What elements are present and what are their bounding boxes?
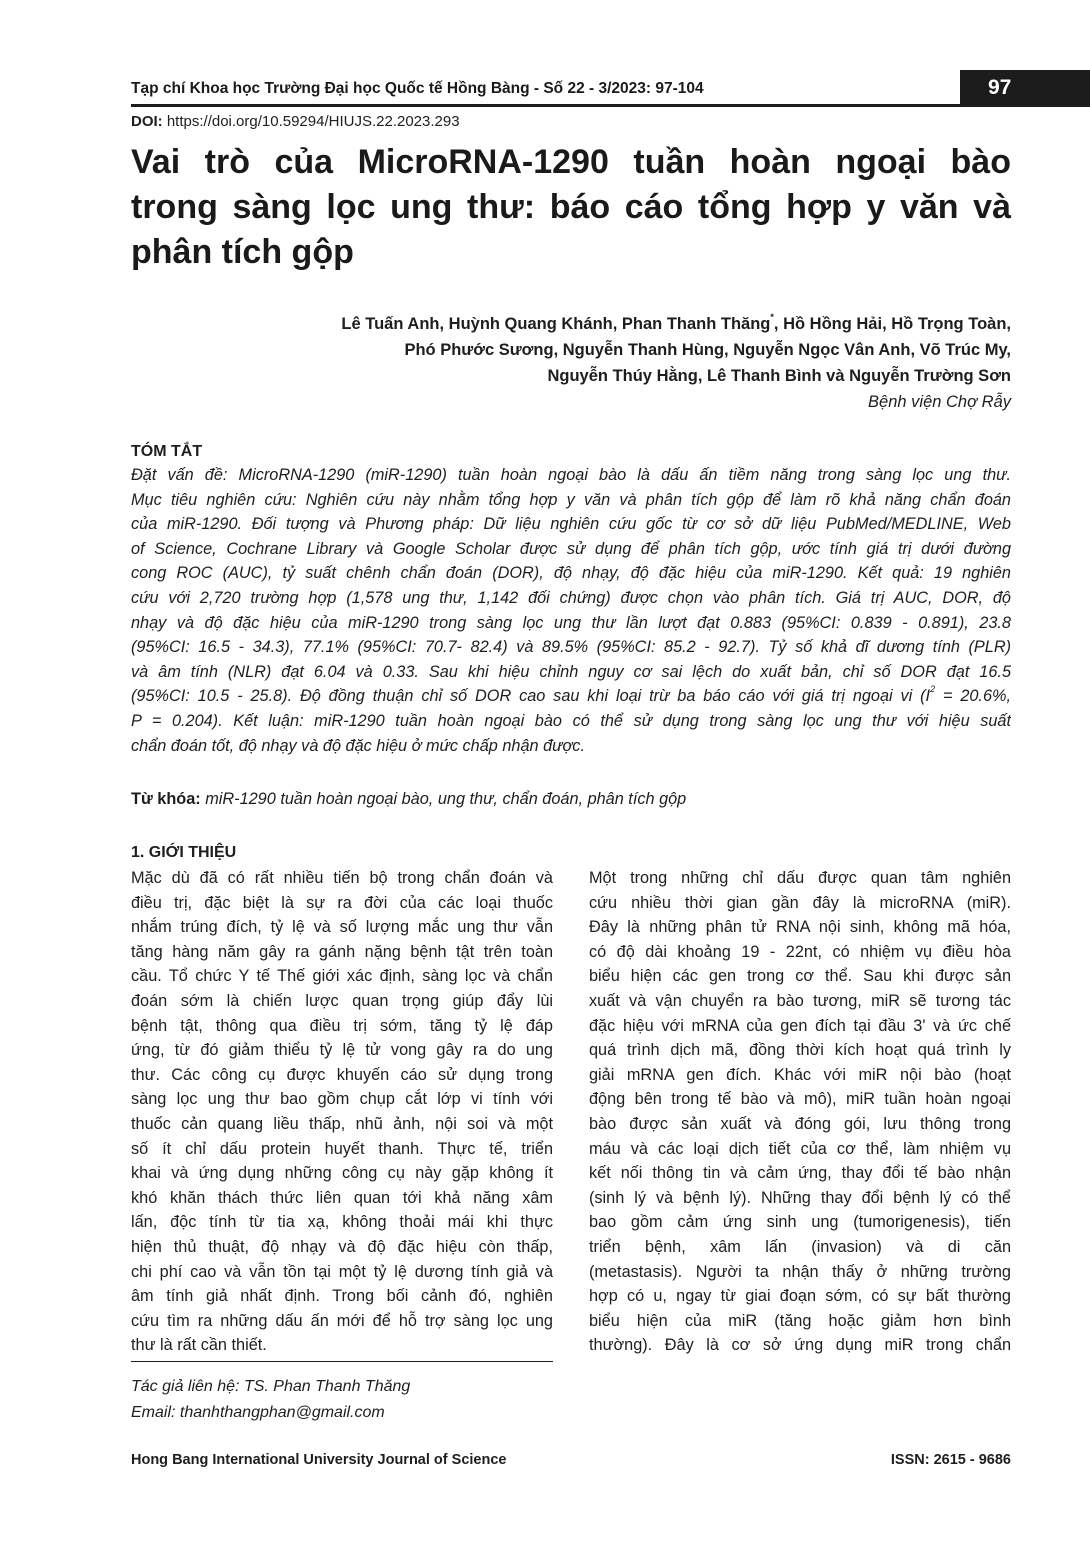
body-line: lấn, độc tính từ tia xạ, không thoải mái khi thực (131, 1213, 553, 1232)
author-line (131, 311, 1011, 337)
author-line: Nguyễn Thúy Hằng, Lê Thanh Bình và Nguyễn Trường Sơn (547, 367, 1011, 385)
body-line: kết nối thông tin và cảm ứng, thay đổi tế bào nhận (589, 1164, 1011, 1183)
abstract-line: chẩn đoán tốt, độ nhạy và độ đặc hiệu ở mức chấp nhận được. (131, 736, 585, 755)
body-line: xuất và vận chuyển ra bào tương, miR sẽ tương tác (589, 991, 1011, 1010)
section-heading: 1. GIỚI THIỆU (131, 844, 237, 861)
abstract-line: nhạy và độ đặc hiệu của miR-1290 trong sàng lọc ung thư lần lượt đạt 0.883 (95%CI: 0.839 - 0.891), 23.8 (131, 613, 1011, 632)
abstract-line (131, 684, 1011, 709)
title-line: trong sàng lọc ung thư: báo cáo tổng hợp y văn và (131, 188, 1011, 226)
abstract-line: (95%CI: 16.5 - 34.3), 77.1% (95%CI: 70.7- 82.4) và 89.5% (95%CI: 85.2 - 92.7). Tỷ số khả dĩ dương tính (PLR) (131, 638, 1011, 657)
corresponding-mark: * (770, 312, 774, 322)
title-line: Vai trò của MicroRNA-1290 tuần hoàn ngoại bào (131, 143, 1011, 181)
body-line: giải mRNA gen đích. Khác với miR nội bào (hoạt (589, 1065, 1011, 1084)
body-line: hợp có u, ngay từ giai đoạn sớm, có sự bất thường (589, 1287, 1011, 1306)
body-line: đoán sớm là chiến lược quan trọng giúp đẩy lùi (131, 991, 553, 1010)
journal-citation: Tạp chí Khoa học Trường Đại học Quốc tế Hồng Bàng - Số 22 - 3/2023: 97-104 (131, 80, 704, 97)
affiliation: Bệnh viện Chợ Rẫy (868, 393, 1011, 411)
article-title (131, 140, 1011, 275)
abstract-line: of Science, Cochrane Library và Google Scholar được sử dụng để phân tích gộp, ước tính giá trị dưới đường (131, 539, 1011, 558)
body-line: cứu nhiều thời gian gần đây là microRNA (miR). (589, 893, 1011, 912)
page-number: 97 (960, 70, 1090, 106)
body-line: biểu hiện các gen trong cơ thể. Sau khi được sản (589, 967, 1011, 986)
body-line: bệnh tật, thông qua điều trị sớm, tăng tỷ lệ đáp (131, 1016, 553, 1035)
abstract-line: Mục tiêu nghiên cứu: Nghiên cứu này nhằm tổng hợp y văn và phân tích gộp để làm rõ khả năng chẩn đoán (131, 490, 1011, 509)
body-line: cứu tìm ra những dấu ấn mới để hỗ trợ sàng lọc ung (131, 1311, 553, 1330)
body-line: thuốc cản quang liều thấp, nhũ ảnh, nội soi và một (131, 1114, 553, 1133)
body-line: cầu. Tổ chức Y tế Thế giới xác định, sàng lọc và chẩn (131, 967, 553, 986)
abstract-line: P = 0.204). Kết luận: miR-1290 tuần hoàn ngoại bào có thể sử dụng trong sàng lọc ung thư với hiệu suất (131, 711, 1011, 730)
body-line: tăng hàng năm gây ra gánh nặng bệnh tật trên toàn (131, 942, 553, 961)
author-names: , Hồ Hồng Hải, Hồ Trọng Toàn, (773, 315, 1011, 333)
body-line: số ít chỉ dấu protein huyết thanh. Thực tế, triển (131, 1139, 553, 1158)
body-line: máu và các loại dịch tiết của cơ thể, làm nhiệm vụ (589, 1139, 1011, 1158)
body-line: (metastasis). Người ta nhận thấy ở những trường (589, 1262, 1011, 1281)
body-line: quá trình dịch mã, đồng thời kích hoạt quá trình ly (589, 1041, 1011, 1060)
keywords-label: Từ khóa: (131, 790, 201, 808)
body-line: động bên trong tế bào và mô), miR tuần hoàn ngoại (589, 1090, 1011, 1109)
body-line: chi phí cao và vẫn tồn tại một tỷ lệ dương tính giả và (131, 1262, 553, 1281)
abstract-line: cong ROC (AUC), tỷ suất chênh chẩn đoán (DOR), độ nhạy, độ đặc hiệu của miR-1290. Kết quả: 19 nghiên (131, 564, 1011, 583)
body-line: đặc hiệu với mRNA của gen đích tại đầu 3' và ức chế (589, 1016, 1011, 1035)
body-line: (sinh lý và bệnh lý). Những thay đổi bệnh lý có thể (589, 1188, 1011, 1207)
body-line: ứng, từ đó giảm thiểu tỷ lệ tử vong gây ra do ung (131, 1041, 553, 1060)
corresponding-email: Email: thanhthangphan@gmail.com (131, 1404, 385, 1421)
abstract-text: (95%CI: 10.5 - 25.8). Độ đồng thuận chỉ số DOR cao sau khi loại trừ ba báo cáo với giá trị ngoại vi (I (131, 687, 931, 706)
footer-issn: ISSN: 2615 - 9686 (890, 1452, 1011, 1468)
body-line: điều trị, đặc biệt là sự ra đời của các loại thuốc (131, 893, 553, 912)
header-rule (131, 104, 1090, 107)
title-line: phân tích gộp (131, 233, 354, 271)
abstract-heading: TÓM TẮT (131, 443, 203, 460)
footer-journal-name: Hong Bang International University Journal of Science (131, 1452, 507, 1468)
body-line: triển bệnh, xâm lấn (invasion) và di căn (589, 1237, 1011, 1256)
right-column (589, 866, 1011, 1358)
doi-label: DOI: (131, 113, 163, 130)
footnote-rule (131, 1361, 553, 1362)
body-line: thường). Đây là cơ sở ứng dụng miR trong chẩn (589, 1336, 1011, 1355)
body-line: bào được sản xuất và đóng gói, lưu thông trong (589, 1114, 1011, 1133)
author-line: Phó Phước Sương, Nguyễn Thanh Hùng, Nguyễn Ngọc Vân Anh, Võ Trúc My, (404, 341, 1011, 359)
keywords-value: miR-1290 tuần hoàn ngoại bào, ung thư, chẩn đoán, phân tích gộp (200, 790, 687, 808)
corresponding-author-note (131, 1374, 631, 1426)
abstract-line: của miR-1290. Đối tượng và Phương pháp: Dữ liệu nghiên cứu gốc từ cơ sở dữ liệu PubMed/MEDLINE, Web (131, 515, 1011, 534)
author-block (131, 311, 1011, 415)
doi-link[interactable]: https://doi.org/10.59294/HIUJS.22.2023.293 (166, 113, 460, 130)
body-line: có độ dài khoảng 19 - 22nt, có nhiệm vụ điều hòa (589, 942, 1011, 961)
body-line: khai và ứng dụng những công cụ này gặp không ít (131, 1164, 553, 1183)
body-line: thư. Các công cụ được khuyến cáo sử dụng trong (131, 1065, 553, 1084)
abstract-line: Đặt vấn đề: MicroRNA-1290 (miR-1290) tuần hoàn ngoại bào là dấu ấn tiềm năng trong sàng lọc ung thư. (131, 466, 1011, 484)
left-column (131, 866, 553, 1358)
body-line: khó khăn thách thức liên quan tới khả năng xâm (131, 1188, 553, 1207)
body-line: Mặc dù đã có rất nhiều tiến bộ trong chẩn đoán và (131, 869, 553, 887)
abstract-line: cứu với 2,720 trường hợp (1,578 ung thư, 1,142 đối chứng) được chọn vào phân tích. Giá trị AUC, DOR, độ (131, 588, 1011, 607)
body-line: thư là rất cần thiết. (131, 1336, 267, 1355)
body-line: âm tính giả nhất định. Trong bối cảnh đó, nghiên (131, 1287, 553, 1306)
keywords (131, 787, 1011, 811)
body-line: bao gồm cảm ứng sinh ung (tumorigenesis), tiến (589, 1213, 1011, 1232)
body-line: sàng lọc ung thư bao gồm chụp cắt lớp vi tính với (131, 1090, 553, 1109)
superscript: 2 (930, 684, 936, 695)
doi-line (131, 111, 831, 133)
author-names: Lê Tuấn Anh, Huỳnh Quang Khánh, Phan Thanh Thăng (341, 315, 771, 333)
abstract-text: = 20.6%, (935, 687, 1011, 706)
corresponding-author: Tác giả liên hệ: TS. Phan Thanh Thăng (131, 1378, 411, 1395)
body-line: Đây là những phân tử RNA nội sinh, không mã hóa, (589, 918, 1011, 937)
body-line: nhắm trúng đích, tỷ lệ và số lượng mắc ung thư vẫn (131, 918, 553, 937)
body-line: biểu hiện của miR (tăng hoặc giảm hơn bình (589, 1311, 1011, 1330)
abstract-line: và âm tính (NLR) đạt 6.04 và 0.33. Sau khi hiệu chỉnh nguy cơ sai lệch do xuất bản, chỉ số DOR đạt 16.5 (131, 662, 1011, 681)
body-line: Một trong những chỉ dấu được quan tâm nghiên (589, 869, 1011, 887)
body-line: hiện thủ thuật, độ nhạy và độ đặc hiệu còn thấp, (131, 1237, 553, 1256)
abstract-body (131, 463, 1011, 758)
